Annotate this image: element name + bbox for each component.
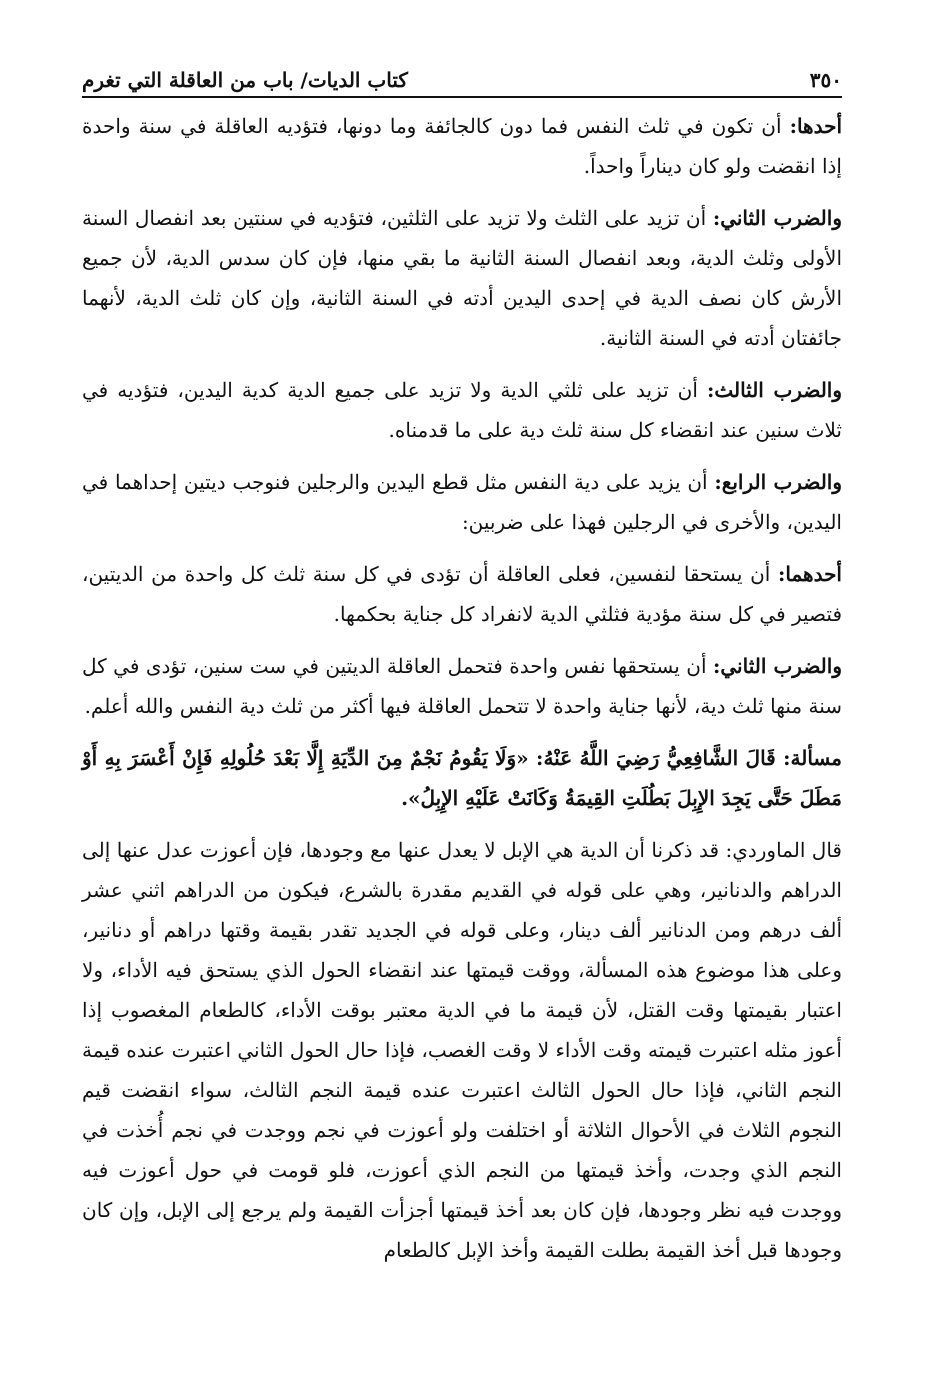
paragraph-lead: أحدهما:	[777, 562, 842, 586]
paragraph-lead: أحدها:	[789, 114, 843, 138]
shafii-quote: قَالَ الشَّافِعِيُّ رَضِيَ اللَّهُ عَنْهُ: «وَلَا يَقُومُ نَجْمٌ مِنَ الدِّيَةِ إِلَّا بَعْدَ حُلُولِهِ فَإِنْ أَعْسَرَ بِهِ أَوْ مَطَلَ حَتَّى يَجِدَ الإِبِلَ بَطُلَتِ القِيمَةُ وَكَانَتْ عَلَيْهِ الإِبِلُ».	[82, 746, 842, 810]
mawardi-paragraph	[82, 830, 842, 1270]
paragraph-4	[82, 462, 842, 542]
masala-paragraph	[82, 738, 842, 818]
paragraph-lead: والضرب الرابع:	[714, 470, 842, 494]
paragraph-1	[82, 106, 842, 186]
paragraph-lead: والضرب الثاني:	[712, 206, 842, 230]
running-header	[82, 58, 842, 92]
paragraph-text: أن تزيد على ثلثي الدية ولا تزيد على جميع الدية كدية اليدين، فتؤديه في ثلاث سنين عند انقضاء كل سنة ثلث دية على ما قدمناه.	[82, 378, 842, 442]
paragraph-text: قال الماوردي: قد ذكرنا أن الدية هي الإبل لا يعدل عنها مع وجودها، فإن أعوزت عدل عنها إلى الدراهم والدنانير، وهي على قوله في القديم مقدرة بالشرع، فيكون من الدراهم اثني عشر ألف درهم ومن الدنانير ألف دينار، وعلى قوله في الجديد تقدر بقيمة وقتها دراهم أو دنانير، وعلى هذا موضوع هذه المسألة، ووقت قيمتها عند انقضاء الحول الذي يستحق فيه الأداء، ولا اعتبار بقيمتها وقت القتل، لأن قيمة ما في الدية معتبر بوقت الأداء، كالطعام المغصوب إذا أعوز مثله اعتبرت قيمته وقت الأداء لا وقت الغصب، فإذا حال الحول الثاني اعتبرت عنده قيمة النجم الثاني، فإذا حال الحول الثالث اعتبرت عنده قيمة النجم الثالث، سواء انقضت قيم النجوم الثلاث في الأحوال الثلاثة أو اختلفت ولو أعوزت في نجم ووجدت في نجم أُخذت في النجم الذي وجدت، وأخذ قيمتها من النجم الذي أعوزت، فلو قومت في حول أعوزت فيه ووجدت فيه نظر وجودها، فإن كان بعد أخذ قيمتها أجزأت القيمة ولم يرجع إلى الإبل، وإن كان وجودها قبل أخذ القيمة بطلت القيمة وأخذ الإبل كالطعام	[82, 838, 842, 1262]
header-divider	[82, 96, 842, 98]
paragraph-lead: مسألة:	[783, 746, 842, 770]
paragraph-5	[82, 554, 842, 634]
paragraph-text: أن تزيد على الثلث ولا تزيد على الثلثين، فتؤديه في سنتين بعد انفصال السنة الأولى وثلث الدية، وبعد انفصال السنة الثانية ما بقي منها، فإن كان سدس الدية، لأن جميع الأرش كان نصف الدية في إحدى اليدين أدته في السنة الثانية، وإن كان ثلث الدية، لأنهما جائفتان أدته في السنة الثانية.	[82, 206, 842, 350]
paragraph-2	[82, 198, 842, 358]
paragraph-text: أن يستحقا لنفسين، فعلى العاقلة أن تؤدى في كل سنة ثلث كل واحدة من الديتين، فتصير في كل سنة مؤدية فثلثي الدية لانفراد كل جناية بحكمها.	[82, 562, 842, 626]
paragraph-lead: والضرب الثالث:	[706, 378, 842, 402]
paragraph-text: أن يستحقها نفس واحدة فتحمل العاقلة الديتين في ست سنين، تؤدى في كل سنة منها ثلث دية، لأنها جناية واحدة لا تتحمل العاقلة فيها أكثر من ثلث دية النفس والله أعلم.	[82, 654, 842, 718]
paragraph-3	[82, 370, 842, 450]
page-number: ٣٥٠	[809, 68, 842, 92]
paragraph-text: أن تكون في ثلث النفس فما دون كالجائفة وما دونها، فتؤديه العاقلة في سنة واحدة إذا انقضت ولو كان ديناراً واحداً.	[82, 114, 842, 178]
paragraph-text: أن يزيد على دية النفس مثل قطع اليدين والرجلين فنوجب ديتين إحداهما في اليدين، والأخرى في الرجلين فهذا على ضربين:	[82, 470, 842, 534]
paragraph-lead: والضرب الثاني:	[712, 654, 842, 678]
body-text	[82, 106, 842, 1270]
paragraph-6	[82, 646, 842, 726]
running-title: كتاب الديات/ باب من العاقلة التي تغرم	[82, 68, 408, 92]
document-page	[82, 58, 842, 1280]
